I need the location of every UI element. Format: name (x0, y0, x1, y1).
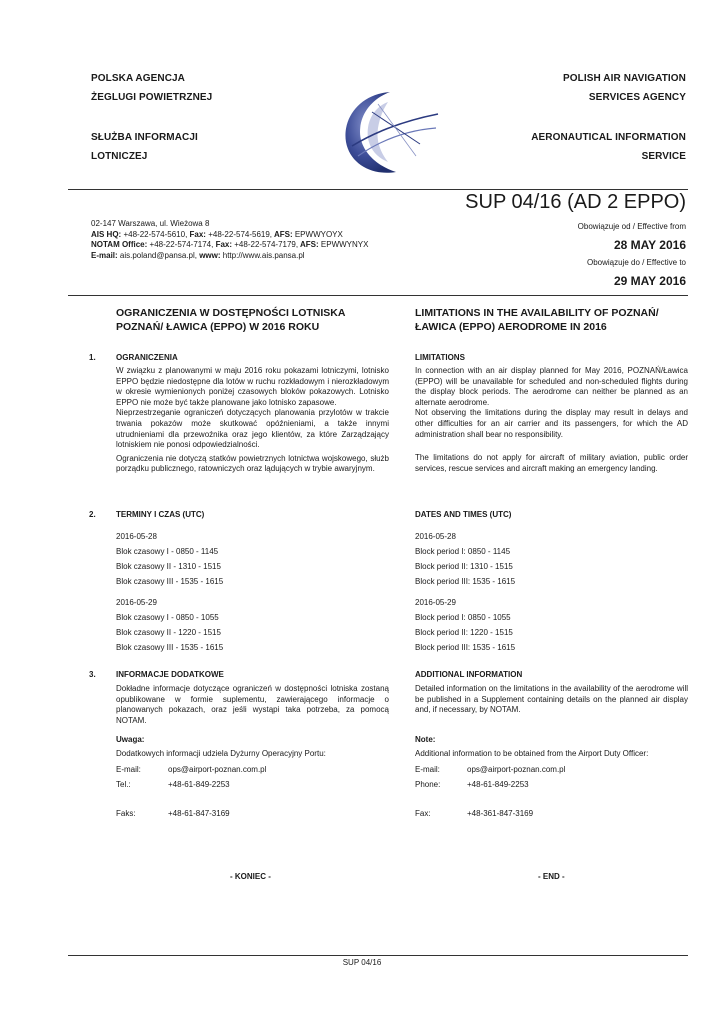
section-3-heading-en: ADDITIONAL INFORMATION (415, 670, 523, 679)
effective-from-date: 28 MAY 2016 (613, 238, 686, 252)
title-en: LIMITATIONS IN THE AVAILABILITY OF POZNAŃ/ŁAWICA (EPPO) AERODROME IN 2016 (415, 307, 659, 333)
schedule-block: Block period II: 1220 - 1515 (415, 628, 513, 637)
schedule-day1-en (415, 529, 515, 589)
title-rule (68, 295, 688, 296)
schedule-day2-pl (116, 595, 223, 655)
schedule-block: Block period III: 1535 - 1615 (415, 577, 516, 586)
section-1-number: 1. (89, 353, 96, 362)
note-text-pl: Dodatkowych informacji udziela Dyżurny Operacyjny Portu: (116, 749, 326, 758)
schedule-date: 2016-05-29 (415, 598, 456, 607)
schedule-block: Block period I: 0850 - 1145 (415, 547, 511, 556)
right-org-name: POLISH AIR NAVIGATION SERVICES AGENCY (562, 73, 686, 103)
section-1-heading-en: LIMITATIONS (415, 353, 465, 362)
section-3-number: 3. (89, 670, 96, 679)
effective-dates (426, 222, 686, 288)
schedule-block: Blok czasowy III - 1535 - 1615 (116, 577, 224, 586)
contact-email-en: E-mail: ops@airport-poznan.com.pl (415, 762, 685, 777)
pansa-logo-icon (338, 84, 446, 180)
section-1-heading-pl: OGRANICZENIA (116, 353, 178, 362)
schedule-block: Blok czasowy II - 1310 - 1515 (116, 562, 221, 571)
sup-number: SUP 04/16 (AD 2 EPPO) (465, 191, 686, 213)
section-1-text-en (415, 366, 688, 474)
end-marker-pl: - KONIEC - (230, 872, 271, 881)
schedule-date: 2016-05-28 (415, 532, 456, 541)
schedule-block: Block period II: 1310 - 1515 (415, 562, 513, 571)
email-www-line: E-mail: ais.poland@pansa.pl, www: http://www.ais.pansa.pl (91, 250, 305, 260)
effective-from-label: Obowiązuje od / Effective from (577, 222, 686, 231)
address-block (91, 219, 411, 261)
effective-to-label: Obowiązuje do / Effective to (586, 258, 686, 267)
section-3-text-pl: Dokładne informacje dotyczące ograniczeń w dostępności lotniska zostaną opublikowane w formie suplementu, zawierającego informacje o planowanych pokazach, oraz jeśli wystąpi taka potrzeba, za pomocą NOTAM. (116, 684, 389, 725)
left-service-name: SŁUŻBA INFORMACJI LOTNICZEJ (91, 132, 198, 162)
left-org-name: POLSKA AGENCJA ŻEGLUGI POWIETRZNEJ (91, 73, 213, 103)
email-link[interactable]: ops@airport-poznan.com.pl (467, 765, 566, 774)
contact-email-pl: E-mail: ops@airport-poznan.com.pl (116, 762, 386, 777)
schedule-block: Blok czasowy I - 0850 - 1055 (116, 613, 219, 622)
address-line: 02-147 Warszawa, ul. Wieżowa 8 (91, 219, 210, 228)
section-3-heading-pl: INFORMACJE DODATKOWE (116, 670, 224, 679)
contact-fax-pl: Faks: +48-61-847-3169 (116, 809, 230, 818)
section-2-heading-pl: TERMINY I CZAS (UTC) (116, 510, 205, 519)
contact-phone-en: Phone: +48-61-849-2253 (415, 780, 529, 789)
section-3-text-en: Detailed information on the limitations in the availability of the aerodrome will be published in a Supplement containing details on the planned air display and, if necessary, by NOTAM. (415, 684, 688, 715)
contact-phone-pl: Tel.: +48-61-849-2253 (116, 780, 230, 789)
paragraph: In connection with an air display planned for May 2016, POZNAŃ/Ławica (EPPO) will be unavailable for scheduled and non-scheduled flights during the display block periods. The aerodrome can neither be planned as an alternate aerodrome. (415, 366, 688, 407)
email-link[interactable]: ops@airport-poznan.com.pl (168, 765, 267, 774)
note-label-pl: Uwaga: (116, 735, 145, 744)
note-text-en: Additional information to be obtained from the Airport Duty Officer: (415, 749, 649, 758)
paragraph: W związku z planowanymi w maju 2016 roku pokazami lotniczymi, lotnisko EPPO będzie niedostępne dla lotów w ruchu rozkładowym i nierozkładowym w okresie wymienionych poniżej czasowych bloków pokazowych. Lotnisko EPPO nie może być także planowane jako lotnisko zapasowe. (116, 366, 389, 407)
note-label-en: Note: (415, 735, 436, 744)
schedule-block: Block period III: 1535 - 1615 (415, 643, 516, 652)
section-2-number: 2. (89, 510, 96, 519)
email-link[interactable]: ais.poland@pansa.pl, (117, 250, 197, 260)
section-2-heading-en: DATES AND TIMES (UTC) (415, 510, 512, 519)
contact-fax-en: Fax: +48-361-847-3169 (415, 809, 534, 818)
paragraph: Nieprzestrzeganie ograniczeń dotyczących planowania przylotów w trakcie trwania pokazów może skutkować opóźnieniami, a także innymi utrudnieniami dla przewoźnika oraz jego klientów, za które Zarządzający lotniskiem nie ponosi odpowiedzialności. (116, 408, 389, 450)
effective-to-date: 29 MAY 2016 (613, 274, 686, 288)
schedule-block: Blok czasowy III - 1535 - 1615 (116, 643, 224, 652)
paragraph: The limitations do not apply for aircraft of military aviation, public order services, rescue services and aircraft making an emergency landing. (415, 453, 688, 473)
schedule-day2-en (415, 595, 515, 655)
footer-rule (68, 955, 688, 956)
schedule-date: 2016-05-28 (116, 532, 157, 541)
schedule-block: Block period I: 0850 - 1055 (415, 613, 511, 622)
ais-contact-line: AIS HQ: +48-22-574-5610, Fax: +48-22-574-5619, AFS: EPWWYOYX (91, 229, 343, 239)
end-marker-en: - END - (538, 872, 565, 881)
paragraph: Ograniczenia nie dotyczą statków powietrznych lotnictwa wojskowego, służb porządku publicznego, ratowniczych oraz lądujących w trybie awaryjnym. (116, 453, 389, 474)
section-1-text-pl (116, 366, 389, 475)
paragraph: Not observing the limitations during the display may result in delays and other difficulties for an air carrier and its passengers, for which the AD administration shall bear no responsibility. (415, 408, 688, 439)
schedule-block: Blok czasowy I - 0850 - 1145 (116, 547, 219, 556)
footer-page-id: SUP 04/16 (342, 958, 382, 967)
www-link[interactable]: http://www.ais.pansa.pl (220, 250, 305, 260)
title-pl: OGRANICZENIA W DOSTĘPNOŚCI LOTNISKA POZNAŃ/ ŁAWICA (EPPO) W 2016 ROKU (116, 307, 346, 333)
right-service-name: AERONAUTICAL INFORMATION SERVICE (531, 132, 686, 162)
schedule-date: 2016-05-29 (116, 598, 157, 607)
notam-contact-line: NOTAM Office: +48-22-574-7174, Fax: +48-22-574-7179, AFS: EPWWYNYX (91, 240, 369, 249)
schedule-day1-pl (116, 529, 223, 589)
schedule-block: Blok czasowy II - 1220 - 1515 (116, 628, 221, 637)
